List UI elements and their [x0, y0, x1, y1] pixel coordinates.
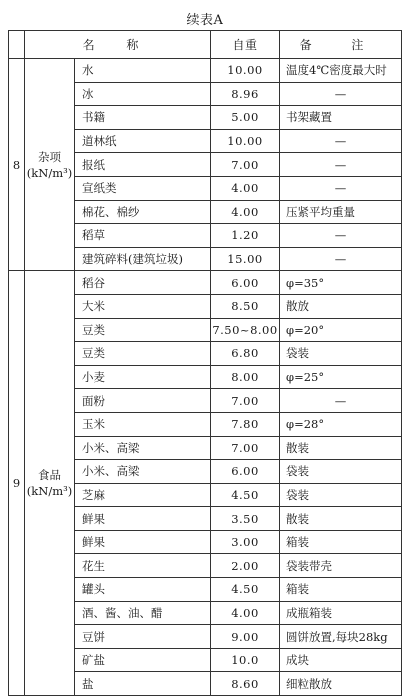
item-weight: 10.00	[211, 59, 280, 83]
item-weight: 4.00	[211, 200, 280, 224]
item-name: 大米	[75, 294, 211, 318]
item-name: 道林纸	[75, 129, 211, 153]
item-weight: 1.20	[211, 224, 280, 248]
item-remark: 成瓶箱装	[280, 601, 402, 625]
item-weight: 7.00	[211, 153, 280, 177]
header-row	[9, 31, 402, 59]
item-remark: —	[280, 224, 402, 248]
item-weight: 4.00	[211, 601, 280, 625]
item-remark: 袋装带壳	[280, 554, 402, 578]
group-number: 8	[9, 59, 25, 271]
table-row	[9, 59, 402, 83]
item-remark: 圆饼放置,每块28kg	[280, 625, 402, 649]
item-name: 豆类	[75, 342, 211, 366]
item-name: 豆饼	[75, 625, 211, 649]
item-weight: 7.80	[211, 412, 280, 436]
category-label: 杂项	[38, 149, 61, 164]
category-unit: (kN/m³)	[26, 484, 73, 499]
item-remark: 袋装	[280, 483, 402, 507]
item-remark: 成块	[280, 648, 402, 672]
item-name: 建筑碎料(建筑垃圾)	[75, 247, 211, 271]
group-number: 9	[9, 271, 25, 696]
item-remark: —	[280, 247, 402, 271]
item-weight: 2.00	[211, 554, 280, 578]
item-weight: 5.00	[211, 106, 280, 130]
item-remark: —	[280, 389, 402, 413]
item-remark: 袋装	[280, 460, 402, 484]
item-remark: 细粒散放	[280, 672, 402, 696]
item-remark: 箱装	[280, 578, 402, 602]
group-category	[25, 271, 75, 696]
item-remark: φ=25°	[280, 365, 402, 389]
header-index	[9, 31, 25, 59]
item-weight: 4.00	[211, 176, 280, 200]
header-name: 名 称	[25, 31, 211, 59]
item-name: 罐头	[75, 578, 211, 602]
item-name: 鲜果	[75, 530, 211, 554]
item-weight: 4.50	[211, 578, 280, 602]
item-weight: 10.00	[211, 129, 280, 153]
item-remark: 书架藏置	[280, 106, 402, 130]
item-weight: 6.00	[211, 271, 280, 295]
item-name: 小米、高梁	[75, 436, 211, 460]
item-weight: 6.00	[211, 460, 280, 484]
item-weight: 9.00	[211, 625, 280, 649]
load-weight-table	[8, 30, 402, 696]
item-name: 报纸	[75, 153, 211, 177]
category-label: 食品	[38, 468, 61, 483]
item-name: 小麦	[75, 365, 211, 389]
item-weight: 8.96	[211, 82, 280, 106]
item-name: 芝麻	[75, 483, 211, 507]
item-weight: 4.50	[211, 483, 280, 507]
table-title: 续表A	[186, 13, 224, 28]
item-name: 玉米	[75, 412, 211, 436]
item-name: 矿盐	[75, 648, 211, 672]
item-name: 冰	[75, 82, 211, 106]
item-name: 棉花、棉纱	[75, 200, 211, 224]
item-weight: 10.0	[211, 648, 280, 672]
item-name: 花生	[75, 554, 211, 578]
item-name: 小米、高梁	[75, 460, 211, 484]
item-weight: 8.60	[211, 672, 280, 696]
header-weight: 自重	[211, 31, 280, 59]
table-row	[9, 271, 402, 295]
item-remark: 温度4℃密度最大时	[280, 59, 402, 83]
item-name: 面粉	[75, 389, 211, 413]
item-remark: 袋装	[280, 342, 402, 366]
item-remark: 散装	[280, 436, 402, 460]
item-weight: 8.00	[211, 365, 280, 389]
item-remark: φ=20°	[280, 318, 402, 342]
item-remark: 散装	[280, 507, 402, 531]
item-name: 水	[75, 59, 211, 83]
item-remark: φ=28°	[280, 412, 402, 436]
item-remark: —	[280, 176, 402, 200]
item-weight: 7.00	[211, 389, 280, 413]
item-remark: φ=35°	[280, 271, 402, 295]
item-name: 鲜果	[75, 507, 211, 531]
item-remark: 压紧平均重量	[280, 200, 402, 224]
item-weight: 3.50	[211, 507, 280, 531]
item-weight: 8.50	[211, 294, 280, 318]
item-weight: 7.00	[211, 436, 280, 460]
item-remark: 散放	[280, 294, 402, 318]
group-category	[25, 59, 75, 271]
item-remark: —	[280, 153, 402, 177]
item-weight: 7.50~8.00	[211, 318, 280, 342]
item-weight: 3.00	[211, 530, 280, 554]
item-name: 书籍	[75, 106, 211, 130]
item-name: 稻草	[75, 224, 211, 248]
item-name: 宣纸类	[75, 176, 211, 200]
item-remark: —	[280, 82, 402, 106]
item-name: 酒、酱、油、醋	[75, 601, 211, 625]
item-weight: 6.80	[211, 342, 280, 366]
item-name: 稻谷	[75, 271, 211, 295]
item-name: 豆类	[75, 318, 211, 342]
item-weight: 15.00	[211, 247, 280, 271]
category-unit: (kN/m³)	[26, 165, 73, 180]
header-remark: 备 注	[280, 31, 402, 59]
item-remark: —	[280, 129, 402, 153]
item-remark: 箱装	[280, 530, 402, 554]
item-name: 盐	[75, 672, 211, 696]
